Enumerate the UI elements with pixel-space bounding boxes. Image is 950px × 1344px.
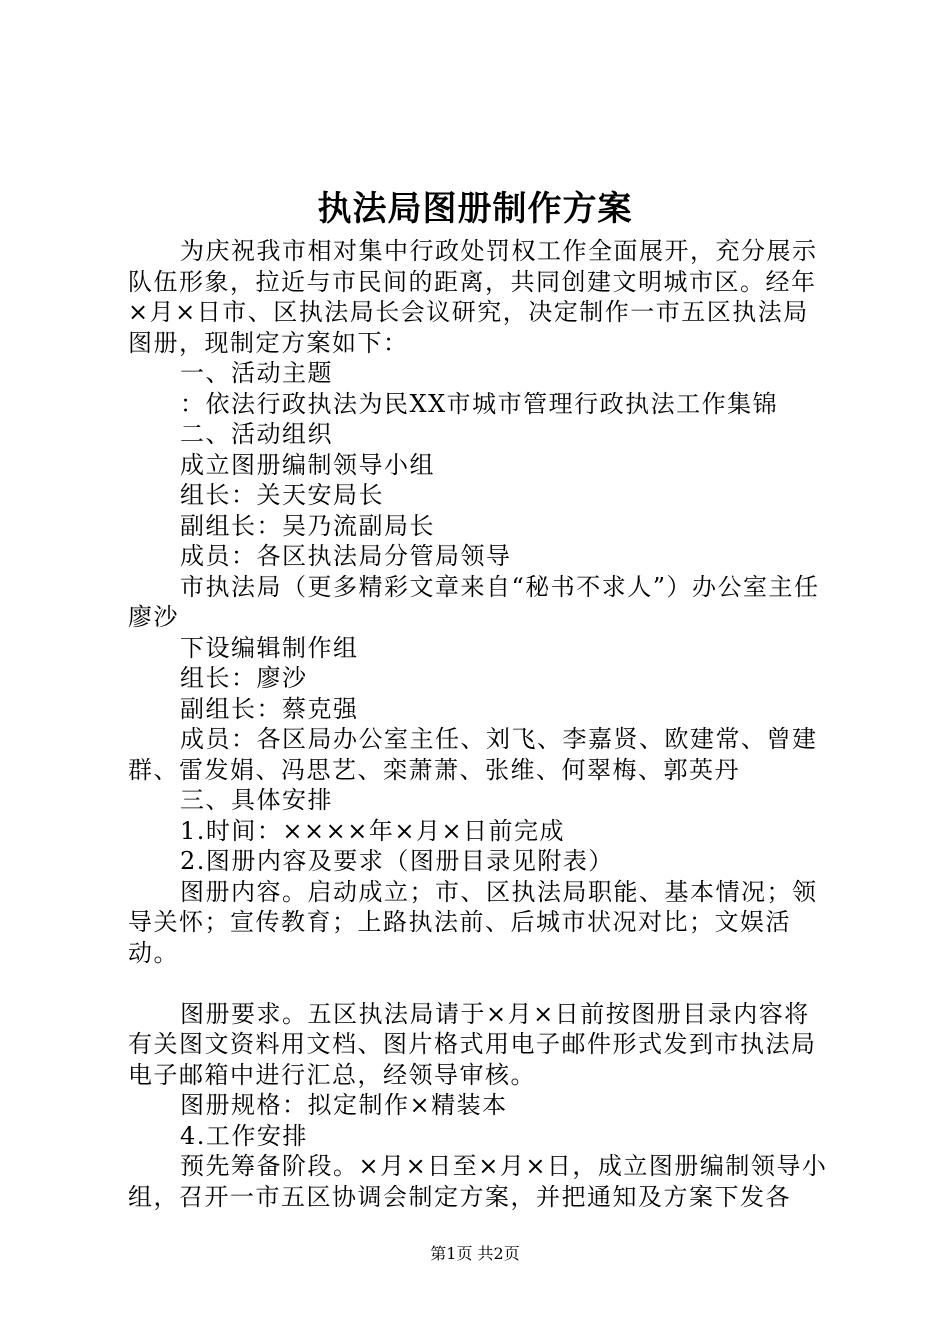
paragraph-content-requirements: 2.图册内容及要求（图册目录见附表） <box>180 847 614 875</box>
section-heading-arrangement: 三、具体安排 <box>180 786 333 814</box>
paragraph-album-content: 图册内容。启动成立；市、区执法局职能、基本情况；领导关怀；宣传教育；上路执法前、后城市状况对比；文娱活动。 <box>128 877 818 967</box>
paragraph-members: 成员：各区执法局分管局领导 <box>180 542 512 570</box>
page-total: 共2页 <box>477 1244 520 1263</box>
section-heading-theme: 一、活动主题 <box>180 359 333 387</box>
paragraph-group-leader: 组长：关天安局长 <box>180 481 384 509</box>
paragraph-editing-leader: 组长：廖沙 <box>180 664 308 692</box>
paragraph-album-requirements: 图册要求。五区执法局请于×月×日前按图册目录内容将有关图文资料用文档、图片格式用电子邮件形式发到市执法局电子邮箱中进行汇总，经领导审核。 <box>128 999 817 1089</box>
paragraph-spacer <box>128 968 833 999</box>
page-footer <box>0 1243 950 1265</box>
paragraph-album-spec: 图册规格：拟定制作×精装本 <box>180 1091 508 1119</box>
paragraph-editing-members: 成员：各区局办公室主任、刘飞、李嘉贤、欧建常、曾建群、雷发娟、冯思艺、栾萧萧、张维、何翠梅、郭英丹 <box>128 725 818 784</box>
paragraph-deputy-leader: 副组长：吴乃流副局长 <box>180 511 435 540</box>
paragraph-leading-group: 成立图册编制领导小组 <box>180 450 435 479</box>
paragraph-theme: ：依法行政执法为民XX市城市管理行政执法工作集锦 <box>180 389 779 418</box>
page-number: 第1页 <box>430 1244 473 1263</box>
document-title: 执法局图册制作方案 <box>317 189 633 229</box>
paragraph-editing-group: 下设编辑制作组 <box>180 633 359 662</box>
paragraph-editing-deputy: 副组长：蔡克强 <box>180 694 359 723</box>
paragraph-work-arrangement: 4.工作安排 <box>180 1121 308 1150</box>
paragraph-intro: 为庆祝我市相对集中行政处罚权工作全面展开，充分展示队伍形象，拉近与市民间的距离，共同创建文明城市区。经年×月×日市、区执法局长会议研究，决定制作一市五区执法局图册，现制定方案如下： <box>128 237 818 357</box>
section-heading-organization: 二、活动组织 <box>180 420 333 448</box>
paragraph-time: 1.时间：××××年×月×日前完成 <box>180 816 566 845</box>
document-body <box>128 236 833 1212</box>
paragraph-preparation-phase: 预先筹备阶段。×月×日至×月×日，成立图册编制领导小组，召开一市五区协调会制定方案，并把通知及方案下发各 <box>128 1152 828 1211</box>
paragraph-office-director: 市执法局（更多精彩文章来自“秘书不求人”）办公室主任廖沙 <box>128 572 820 631</box>
